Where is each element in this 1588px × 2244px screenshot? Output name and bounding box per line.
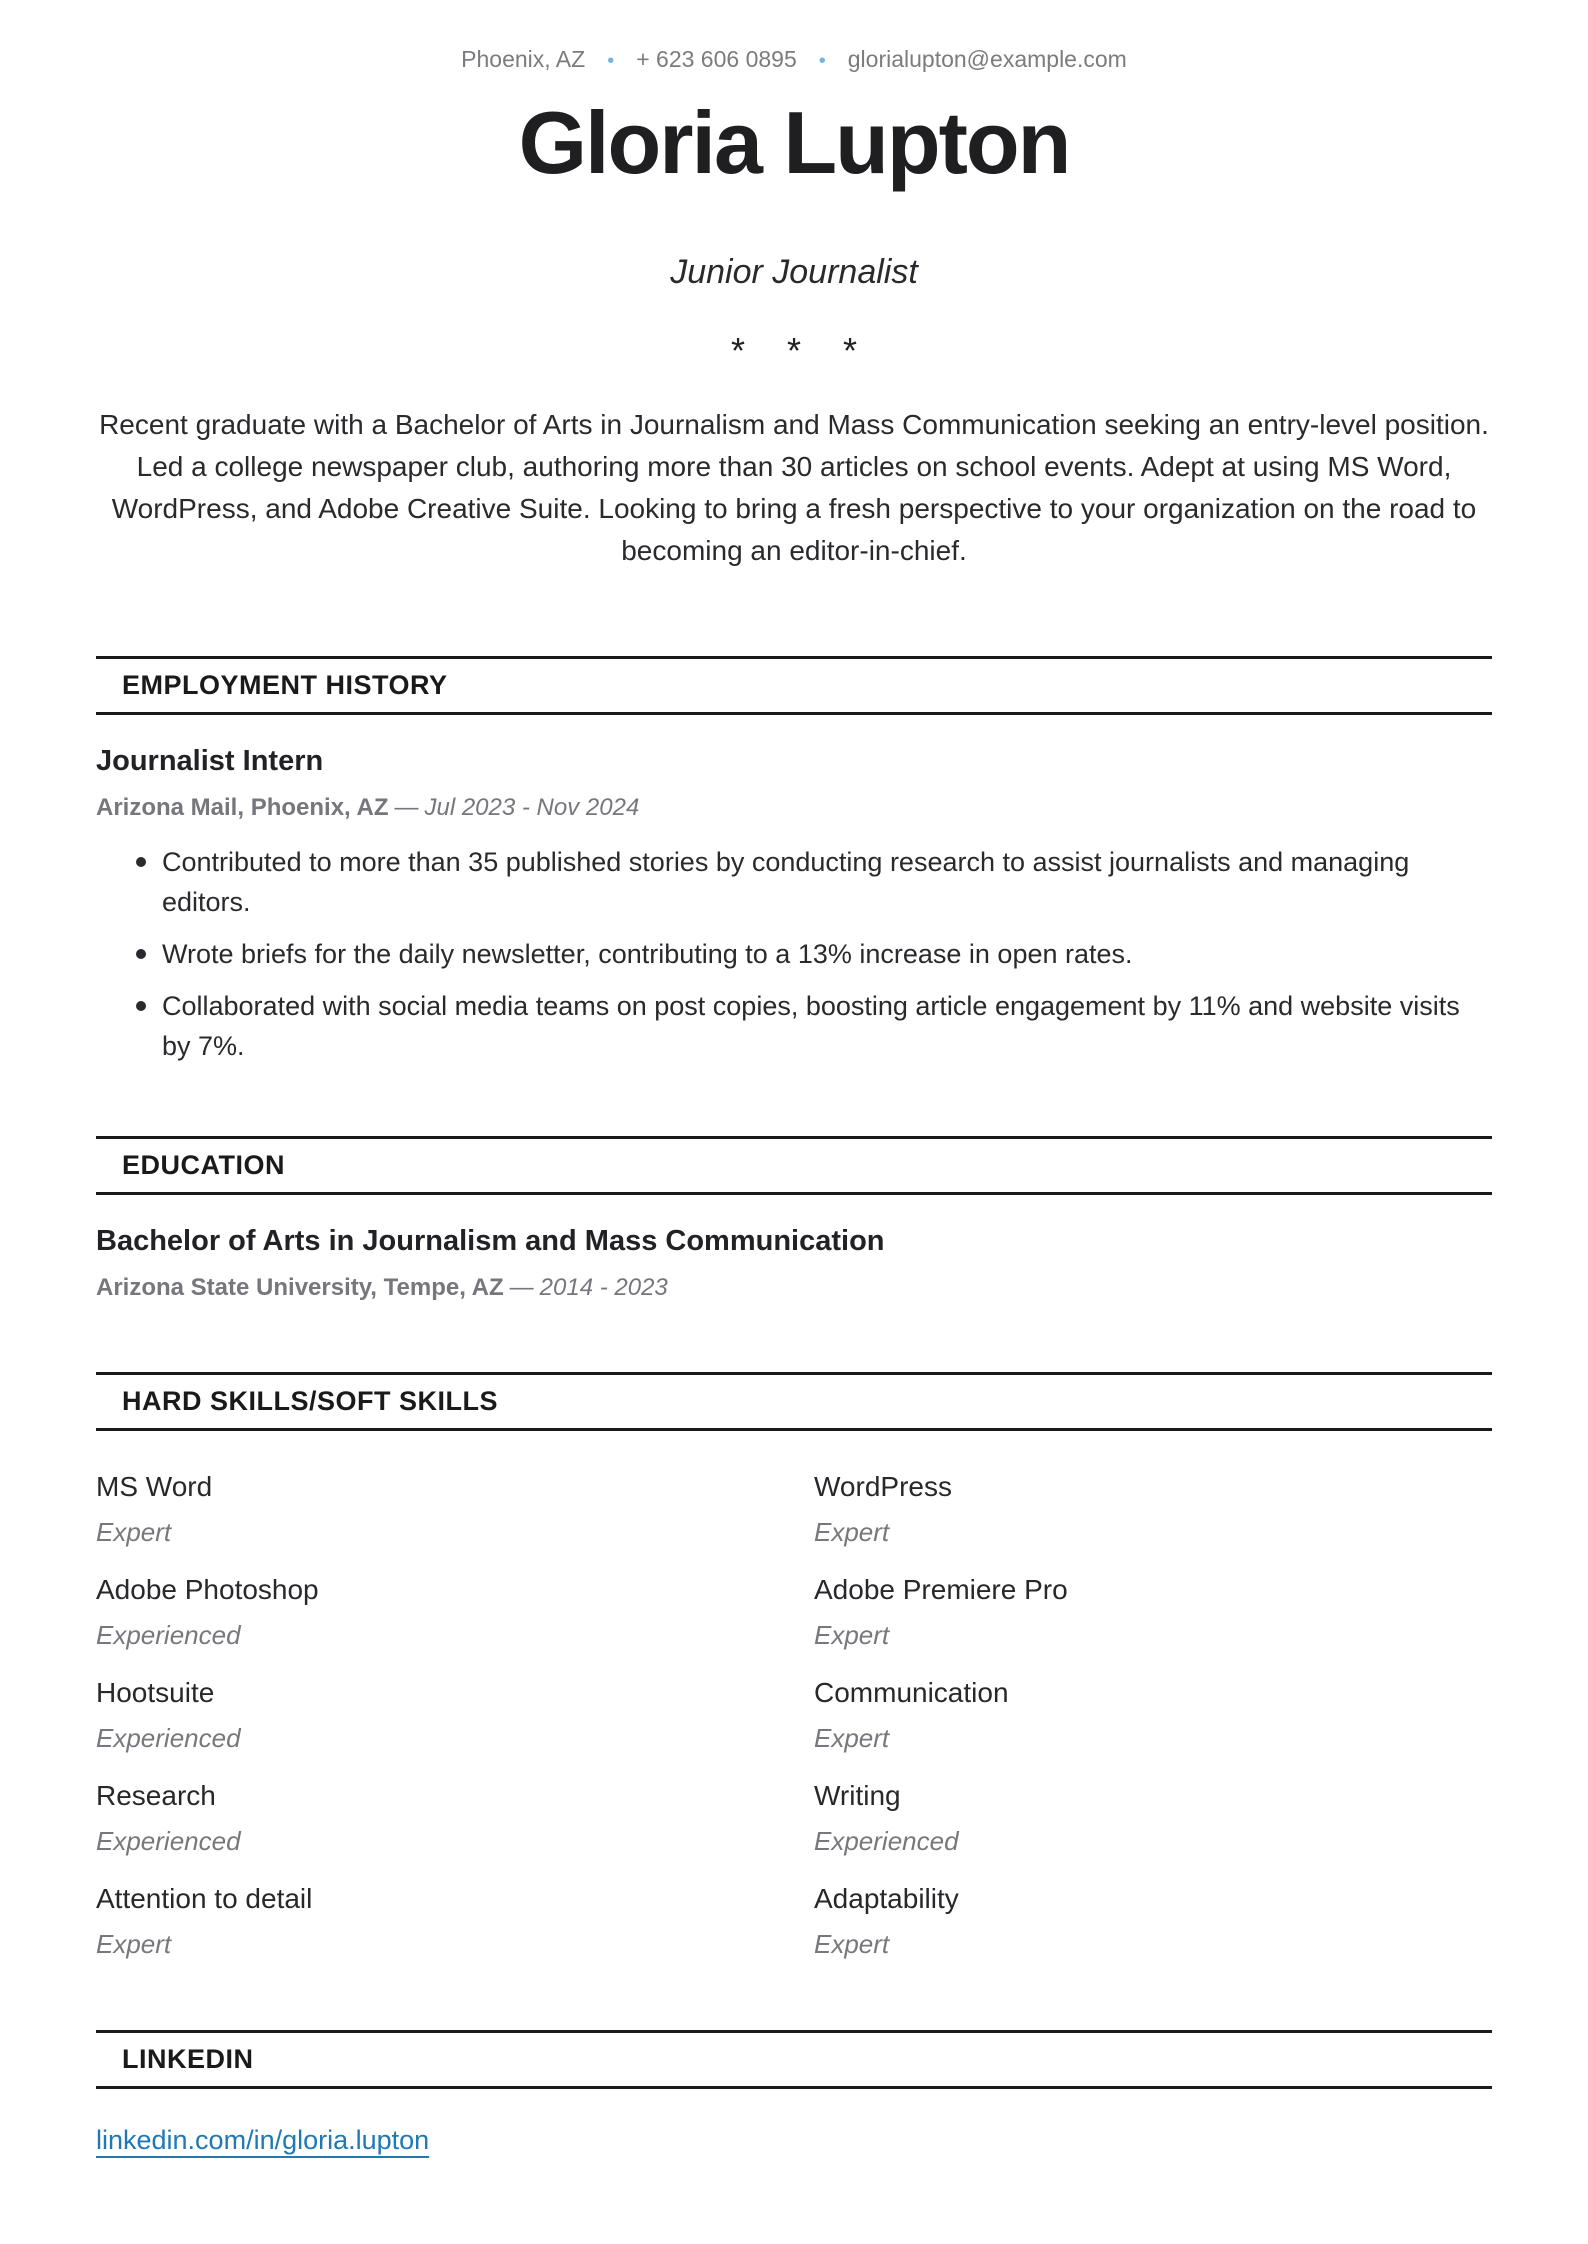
skill-name: Research bbox=[96, 1780, 216, 1811]
skill-name: Hootsuite bbox=[96, 1677, 215, 1708]
skill-level: Experienced bbox=[814, 1826, 959, 1856]
linkedin-section-title: LINKEDIN bbox=[122, 2044, 254, 2074]
job-company: Arizona Mail, Phoenix, AZ bbox=[96, 794, 389, 821]
contact-phone: + 623 606 0895 bbox=[636, 46, 797, 72]
skill-item bbox=[96, 1471, 774, 1548]
skill-level: Expert bbox=[96, 1517, 172, 1547]
skill-item bbox=[814, 1883, 1492, 1960]
skill-level: Expert bbox=[814, 1517, 890, 1547]
education-school: Arizona State University, Tempe, AZ bbox=[96, 1274, 504, 1301]
section-skills bbox=[96, 1372, 1492, 1960]
skill-item bbox=[814, 1780, 1492, 1857]
job-bullet: Collaborated with social media teams on post copies, boosting article engagement by 11% and website visits by 7%. bbox=[136, 986, 1492, 1066]
skill-item bbox=[96, 1677, 774, 1754]
dot-separator-icon: • bbox=[818, 49, 826, 72]
skill-name: WordPress bbox=[814, 1471, 952, 1502]
contact-header bbox=[96, 0, 1492, 73]
skill-level: Expert bbox=[814, 1929, 890, 1959]
skill-name: Adobe Premiere Pro bbox=[814, 1574, 1068, 1605]
skill-name: Communication bbox=[814, 1677, 1009, 1708]
candidate-job-title: Junior Journalist bbox=[670, 253, 918, 291]
job-entry-title: Journalist Intern bbox=[96, 745, 324, 777]
contact-email: glorialupton@example.com bbox=[847, 46, 1127, 72]
employment-section-header bbox=[96, 656, 1492, 715]
skill-level: Experienced bbox=[96, 1620, 241, 1650]
education-degree: Bachelor of Arts in Journalism and Mass Communication bbox=[96, 1225, 885, 1257]
skill-name: Writing bbox=[814, 1780, 901, 1811]
skill-item bbox=[96, 1780, 774, 1857]
education-meta bbox=[96, 1274, 1492, 1302]
asterisk-divider: * * * bbox=[730, 330, 874, 371]
skill-level: Expert bbox=[814, 1620, 890, 1650]
section-employment-history bbox=[96, 656, 1492, 1066]
education-dates: 2014 - 2023 bbox=[539, 1274, 668, 1301]
employment-section-title: EMPLOYMENT HISTORY bbox=[122, 670, 448, 700]
education-section-header bbox=[96, 1136, 1492, 1195]
skill-item bbox=[814, 1677, 1492, 1754]
skill-item bbox=[814, 1471, 1492, 1548]
job-dates: Jul 2023 - Nov 2024 bbox=[424, 794, 640, 821]
skills-grid bbox=[96, 1471, 1492, 1960]
skill-name: Adaptability bbox=[814, 1883, 959, 1914]
skill-item bbox=[96, 1883, 774, 1960]
job-bullet-list bbox=[96, 842, 1492, 1066]
meta-dash: — bbox=[509, 1274, 534, 1301]
skill-item bbox=[814, 1574, 1492, 1651]
skill-level: Expert bbox=[814, 1723, 890, 1753]
dot-separator-icon: • bbox=[607, 49, 615, 72]
skills-section-header bbox=[96, 1372, 1492, 1431]
contact-location: Phoenix, AZ bbox=[461, 46, 586, 72]
skill-level: Expert bbox=[96, 1929, 172, 1959]
skill-name: Adobe Photoshop bbox=[96, 1574, 319, 1605]
skill-item bbox=[96, 1574, 774, 1651]
job-entry-meta bbox=[96, 794, 1492, 822]
skill-name: Attention to detail bbox=[96, 1883, 313, 1914]
skill-name: MS Word bbox=[96, 1471, 213, 1502]
education-section-title: EDUCATION bbox=[122, 1150, 285, 1180]
candidate-name: Gloria Lupton bbox=[518, 93, 1070, 192]
skill-level: Experienced bbox=[96, 1723, 241, 1753]
skills-section-title: HARD SKILLS/SOFT SKILLS bbox=[122, 1386, 498, 1416]
linkedin-profile-link[interactable]: linkedin.com/in/gloria.lupton bbox=[96, 2125, 430, 2155]
linkedin-section-header bbox=[96, 2030, 1492, 2089]
section-linkedin bbox=[96, 2030, 1492, 2156]
profile-summary: Recent graduate with a Bachelor of Arts in Journalism and Mass Communication seeking an entry-level position. Led a college newspaper club, authoring more than 30 articles on school events. Adept at using MS Word, WordPress, and Adobe Creative Suite. Looking to bring a fresh perspective to your organization on the road to becoming an editor-in-chief. bbox=[99, 409, 1489, 566]
meta-dash: — bbox=[394, 794, 419, 821]
job-bullet: Contributed to more than 35 published stories by conducting research to assist journalists and managing editors. bbox=[136, 842, 1492, 922]
skill-level: Experienced bbox=[96, 1826, 241, 1856]
job-bullet: Wrote briefs for the daily newsletter, contributing to a 13% increase in open rates. bbox=[136, 934, 1492, 974]
section-education bbox=[96, 1136, 1492, 1302]
